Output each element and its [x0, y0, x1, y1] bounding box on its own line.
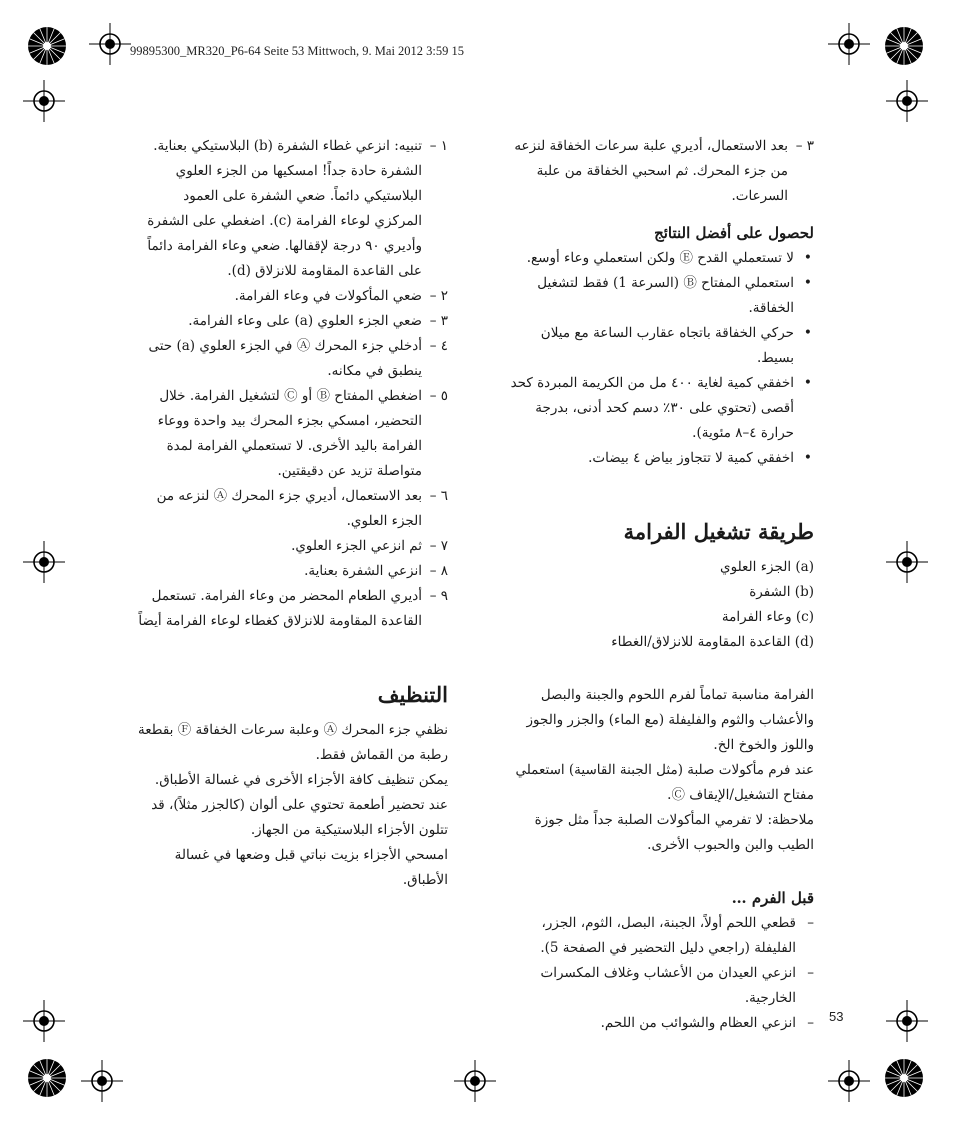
chopper-step: [133, 584, 448, 634]
step-text: تنبيه: انزعي غطاء الشفرة (b) البلاستيكي بعناية. الشفرة حادة جداً! امسكيها من الجزء العلوي البلاستيكي دائماً. ضعي الشفرة على العمود المركزي لوعاء الفرامة (c). اضغطي على الشفرة وأديري ٩٠ درجة لإقفالها. ضعي وعاء الفرامة دائماً على القاعدة المقاومة للانزلاق (d).: [147, 138, 422, 279]
step-number: ٦ –: [429, 488, 448, 504]
chopper-step: [133, 134, 448, 284]
registration-mark-icon: [828, 1060, 870, 1102]
cleaning-heading: التنظيف: [377, 682, 448, 707]
part-label: (c) وعاء الفرامة: [721, 609, 814, 625]
registration-mark-icon: [23, 541, 65, 583]
step-text: ضعي المأكولات في وعاء الفرامة.: [234, 288, 422, 304]
starburst-target-icon: [884, 1058, 924, 1102]
chopper-step: [133, 284, 448, 309]
dash-item: – انزعي العظام والشوائب من اللحم.: [508, 1011, 814, 1036]
starburst-target-icon: [27, 1058, 67, 1102]
step-number: ٣ –: [795, 138, 814, 154]
chopper-description: الفرامة مناسبة تماماً لفرم اللحوم والجبنة والبصل والأعشاب والثوم والفليفلة (مع الماء) والجزر والجوز واللوز والخوخ الخ.: [526, 687, 814, 753]
step-number: ٤ –: [429, 338, 448, 354]
chopper-step: [133, 384, 448, 484]
step-text: ضعي الجزء العلوي (a) على وعاء الفرامة.: [188, 313, 422, 329]
step-text: أدخلي جزء المحرك Ⓐ في الجزء العلوي (a) حتى ينطبق في مكانه.: [148, 338, 422, 379]
step-number: ٧ –: [429, 538, 448, 554]
print-header: 99895300_MR320_P6-64 Seite 53 Mittwoch, 9. Mai 2012 3:59 15: [130, 44, 465, 58]
chopper-description: عند فرم مأكولات صلبة (مثل الجبنة القاسية) استعملي مفتاح التشغيل/الإيقاف Ⓒ.: [515, 762, 814, 803]
bullet-item: • استعملي المفتاح Ⓑ (السرعة 1) فقط لتشغيل الخفاقة.: [508, 271, 814, 321]
starburst-target-icon: [884, 26, 924, 70]
page-number: 53: [829, 1009, 844, 1024]
step-text: ثم انزعي الجزء العلوي.: [291, 538, 422, 554]
chopper-step: [133, 534, 448, 559]
step-text: بعد الاستعمال، أديري علبة سرعات الخفاقة لنزعه من جزء المحرك. ثم اسحبي الخفاقة من علبة السرعات.: [514, 138, 788, 204]
registration-mark-icon: [454, 1060, 496, 1102]
registration-mark-icon: [89, 23, 131, 65]
cleaning-paragraph: نظفي جزء المحرك Ⓐ وعلبة سرعات الخفاقة Ⓕ بقطعة رطبة من القماش فقط.: [138, 722, 448, 763]
cleaning-paragraph: عند تحضير أطعمة تحتوي على ألوان (كالجزر مثلاً)، قد تتلون الأجزاء البلاستيكية من الجهاز.: [151, 797, 448, 838]
registration-mark-icon: [886, 1000, 928, 1042]
step-number: ٨ –: [429, 563, 448, 579]
part-label: (d) القاعدة المقاومة للانزلاق/الغطاء: [611, 634, 814, 650]
step-text: بعد الاستعمال، أديري جزء المحرك Ⓐ لنزعه من الجزء العلوي.: [156, 488, 422, 529]
step-number: ١ –: [429, 138, 448, 154]
bullet-item: • حركي الخفاقة باتجاه عقارب الساعة مع ميلان بسيط.: [508, 321, 814, 371]
best-results-heading: لحصول على أفضل النتائج: [654, 224, 814, 242]
chopper-note: ملاحظة: لا تفرمي المأكولات الصلبة جداً مثل جوزة الطيب والبن والحبوب الأخرى.: [534, 812, 814, 853]
step-text: أديري الطعام المحضر من وعاء الفرامة. تستعمل القاعدة المقاومة للانزلاق كغطاء لوعاء الفرامة أيضاً: [138, 588, 422, 629]
registration-mark-icon: [23, 80, 65, 122]
right-column: [508, 134, 814, 1036]
step-number: ٩ –: [429, 588, 448, 604]
chopper-step: [133, 309, 448, 334]
step-text: انزعي الشفرة بعناية.: [304, 563, 422, 579]
step-text: اضغطي المفتاح Ⓑ أو Ⓒ لتشغيل الفرامة. خلال التحضير، امسكي بجزء المحرك بيد واحدة ووعاء الفرامة باليد الأخرى. لا تستعملي الفرامة لمدة متواصلة تزيد عن دقيقتين.: [157, 388, 422, 479]
part-label: (a) الجزء العلوي: [720, 559, 814, 575]
before-chopping-heading: قبل الفرم …: [731, 889, 814, 907]
step-number: ٣ –: [429, 313, 448, 329]
registration-mark-icon: [886, 541, 928, 583]
dash-item: – قطعي اللحم أولاً، الجبنة، البصل، الثوم، الجزر، الفليفلة (راجعي دليل التحضير في الصفحة 5).: [508, 911, 814, 961]
whisk-step-3: [508, 134, 814, 209]
step-number: ٥ –: [429, 388, 448, 404]
registration-mark-icon: [23, 1000, 65, 1042]
left-column: [133, 134, 448, 893]
chopper-step: [133, 559, 448, 584]
bullet-item: • اخفقي كمية لا تتجاوز بياض ٤ بيضات.: [508, 446, 814, 471]
chopper-heading: طريقة تشغيل الفرامة: [623, 519, 814, 544]
cleaning-paragraph: امسحي الأجزاء بزيت نباتي قبل وضعها في غسالة الأطباق.: [174, 847, 448, 888]
bullet-item: • اخفقي كمية لغاية ٤٠٠ مل من الكريمة المبردة كحد أقصى (تحتوي على ٣٠٪ دسم كحد أدنى، بدرجة حرارة ٤–٨ مئوية).: [508, 371, 814, 446]
starburst-target-icon: [27, 26, 67, 70]
chopper-step: [133, 484, 448, 534]
chopper-step: [133, 334, 448, 384]
part-label: (b) الشفرة: [749, 584, 814, 600]
cleaning-paragraph: يمكن تنظيف كافة الأجزاء الأخرى في غسالة الأطباق.: [154, 772, 448, 788]
registration-mark-icon: [828, 23, 870, 65]
step-number: ٢ –: [429, 288, 448, 304]
registration-mark-icon: [886, 80, 928, 122]
bullet-item: • لا تستعملي القدح Ⓔ ولكن استعملي وعاء أوسع.: [508, 246, 814, 271]
dash-item: – انزعي العيدان من الأعشاب وغلاف المكسرات الخارجية.: [508, 961, 814, 1011]
registration-mark-icon: [81, 1060, 123, 1102]
